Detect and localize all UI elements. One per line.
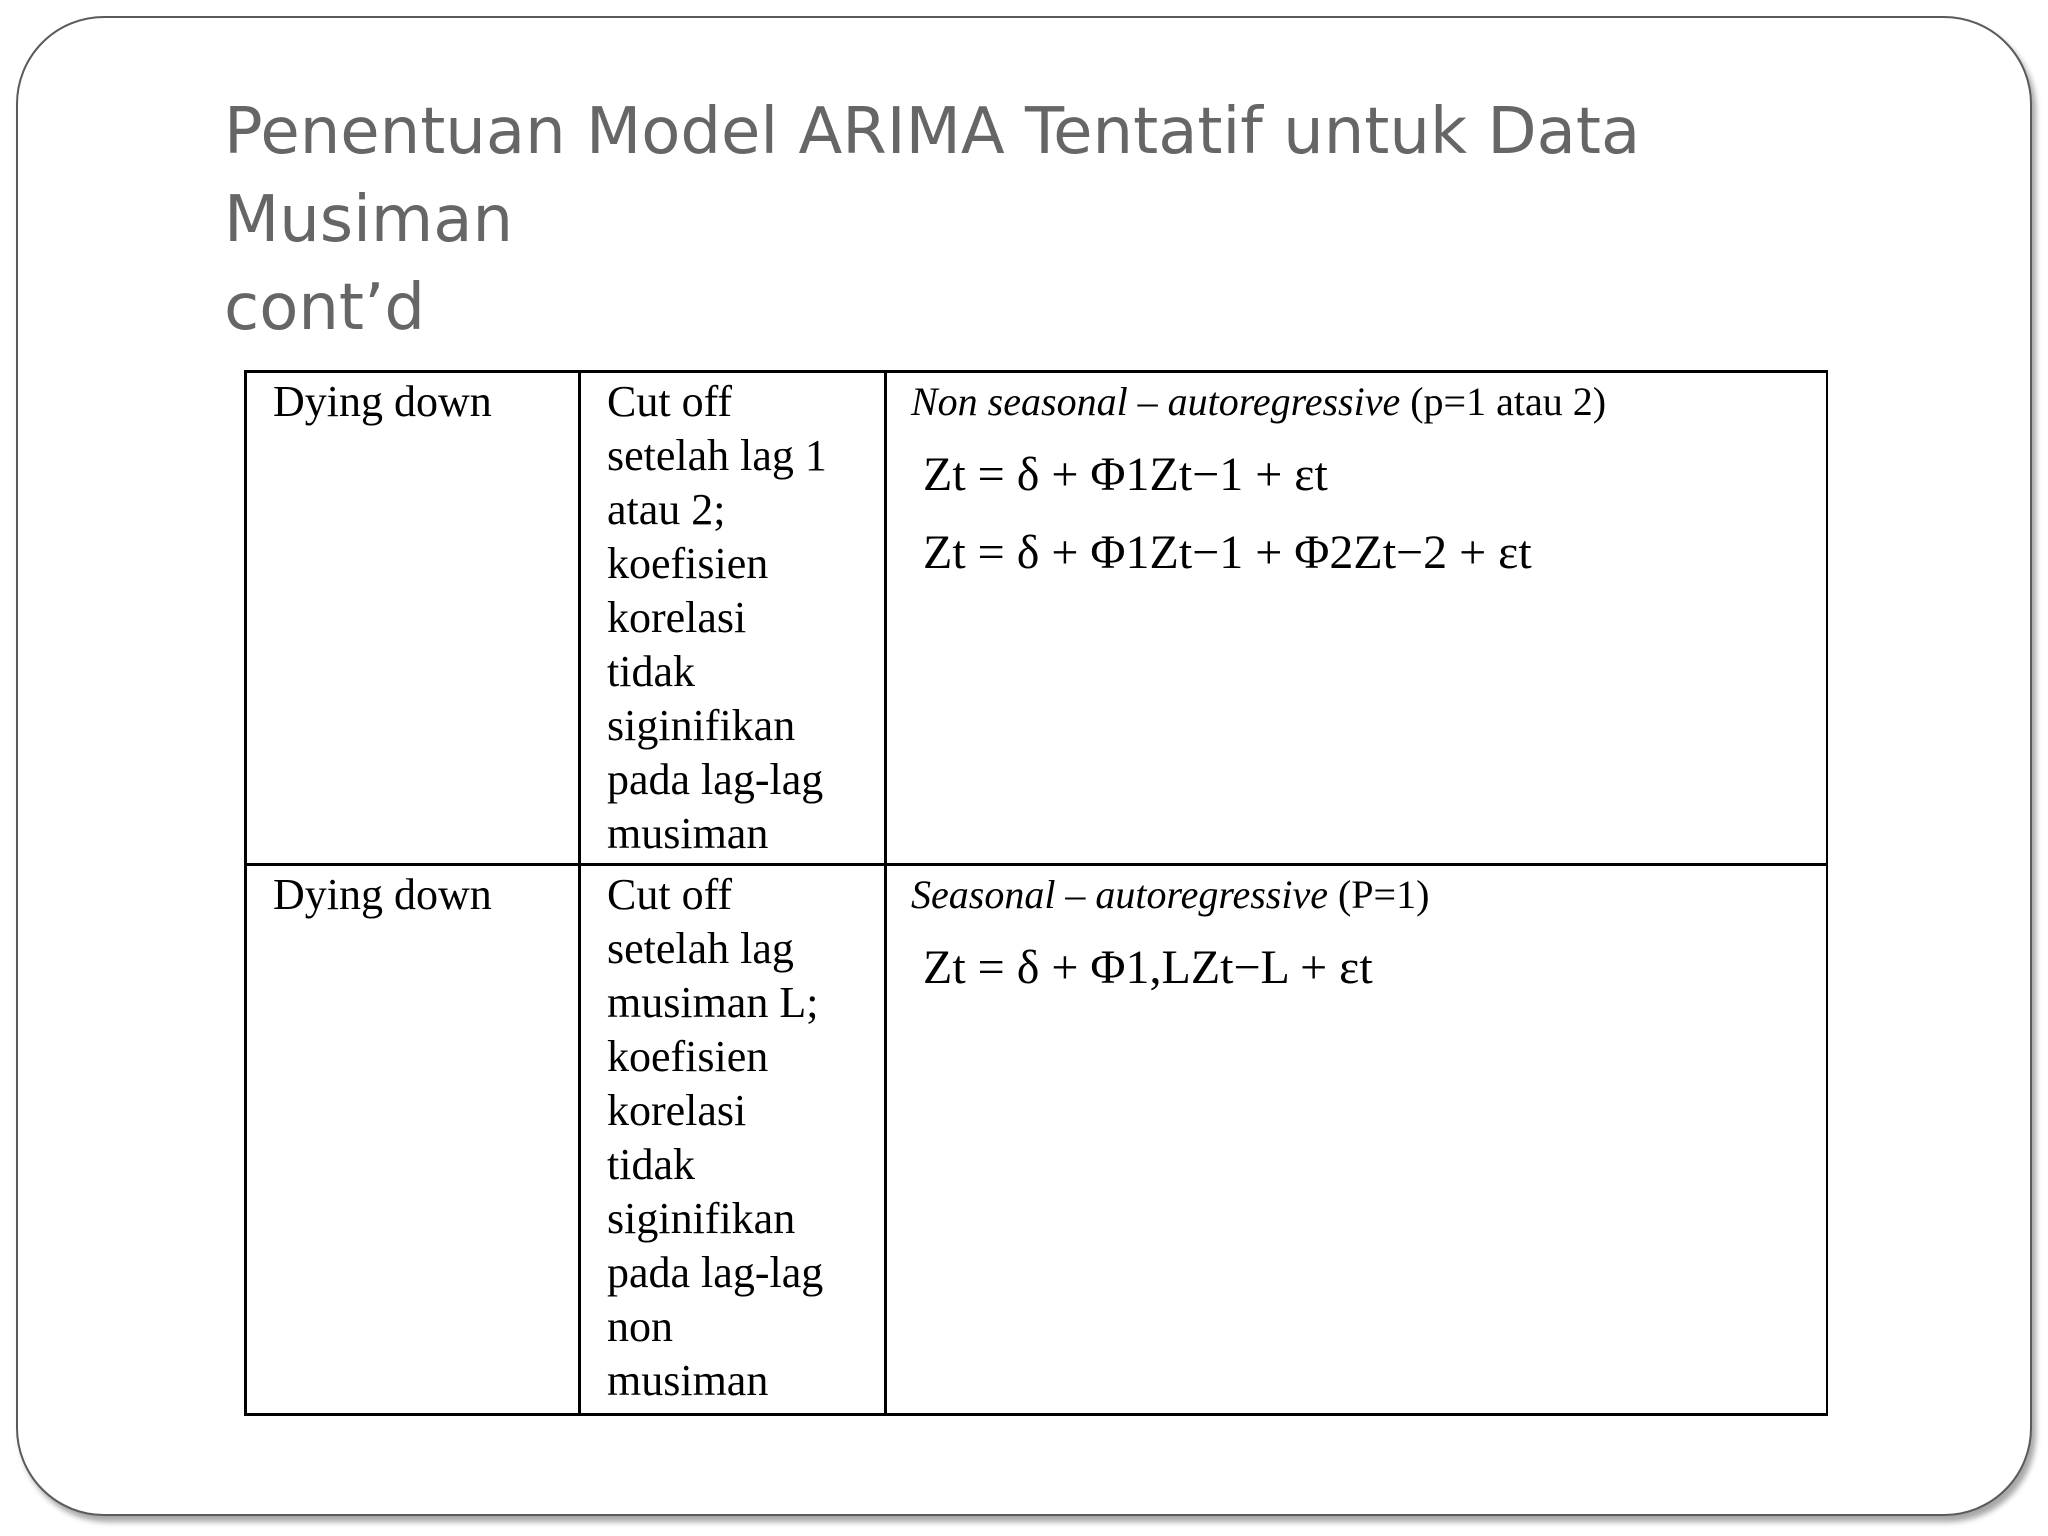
pacf-line: siginifikan	[607, 701, 796, 750]
pacf-line: musiman	[607, 809, 769, 858]
equation: Zt = δ + Φ1,LZt−L + εt	[923, 941, 1373, 994]
model-cell	[886, 865, 1828, 1415]
pacf-cell	[580, 372, 886, 865]
pacf-line: korelasi	[607, 593, 747, 642]
acf-cell: Dying down	[246, 865, 580, 1415]
pacf-cell	[580, 865, 886, 1415]
pacf-line: musiman L;	[607, 978, 819, 1027]
model-title	[911, 375, 1816, 429]
model-cell	[886, 372, 1828, 865]
model-title	[911, 868, 1816, 922]
pacf-line: pada lag-lag	[607, 1248, 824, 1297]
pacf-line: musiman	[607, 1356, 769, 1405]
model-order: (p=1 atau 2)	[1410, 379, 1607, 424]
equation: Zt = δ + Φ1Zt−1 + Φ2Zt−2 + εt	[923, 526, 1532, 579]
acf-cell: Dying down	[246, 372, 580, 865]
pacf-line: Cut off	[607, 870, 733, 919]
table-row-cut-off	[246, 1415, 1828, 1417]
slide-title	[224, 88, 1924, 352]
pacf-line: setelah lag	[607, 924, 794, 973]
model-name: Seasonal – autoregressive	[911, 872, 1328, 917]
table-row	[246, 372, 1828, 865]
pacf-line: korelasi	[607, 1086, 747, 1135]
title-line-1: Penentuan Model ARIMA Tentatif untuk Data Musiman	[224, 95, 1641, 257]
title-line-2: cont’d	[224, 271, 425, 345]
acf-cell	[246, 1415, 580, 1417]
model-order: (P=1)	[1337, 872, 1430, 917]
pacf-line: Cut off	[607, 377, 733, 426]
equation: Zt = δ + Φ1Zt−1 + εt	[923, 448, 1328, 501]
pacf-line: koefisien	[607, 1032, 769, 1081]
model-name: Non seasonal – autoregressive	[911, 379, 1401, 424]
pacf-line: atau 2;	[607, 485, 726, 534]
pacf-line: non	[607, 1302, 673, 1351]
pacf-line: koefisien	[607, 539, 769, 588]
pacf-line: tidak	[607, 647, 695, 696]
pacf-line: tidak	[607, 1140, 695, 1189]
pacf-line: siginifikan	[607, 1194, 796, 1243]
pacf-line: setelah lag 1	[607, 431, 827, 480]
pacf-line: pada lag-lag	[607, 755, 824, 804]
model-criteria-table	[244, 370, 1828, 1416]
table-image	[244, 370, 1828, 1416]
table-row	[246, 865, 1828, 1415]
model-cell	[886, 1415, 1828, 1417]
pacf-cell	[580, 1415, 886, 1417]
